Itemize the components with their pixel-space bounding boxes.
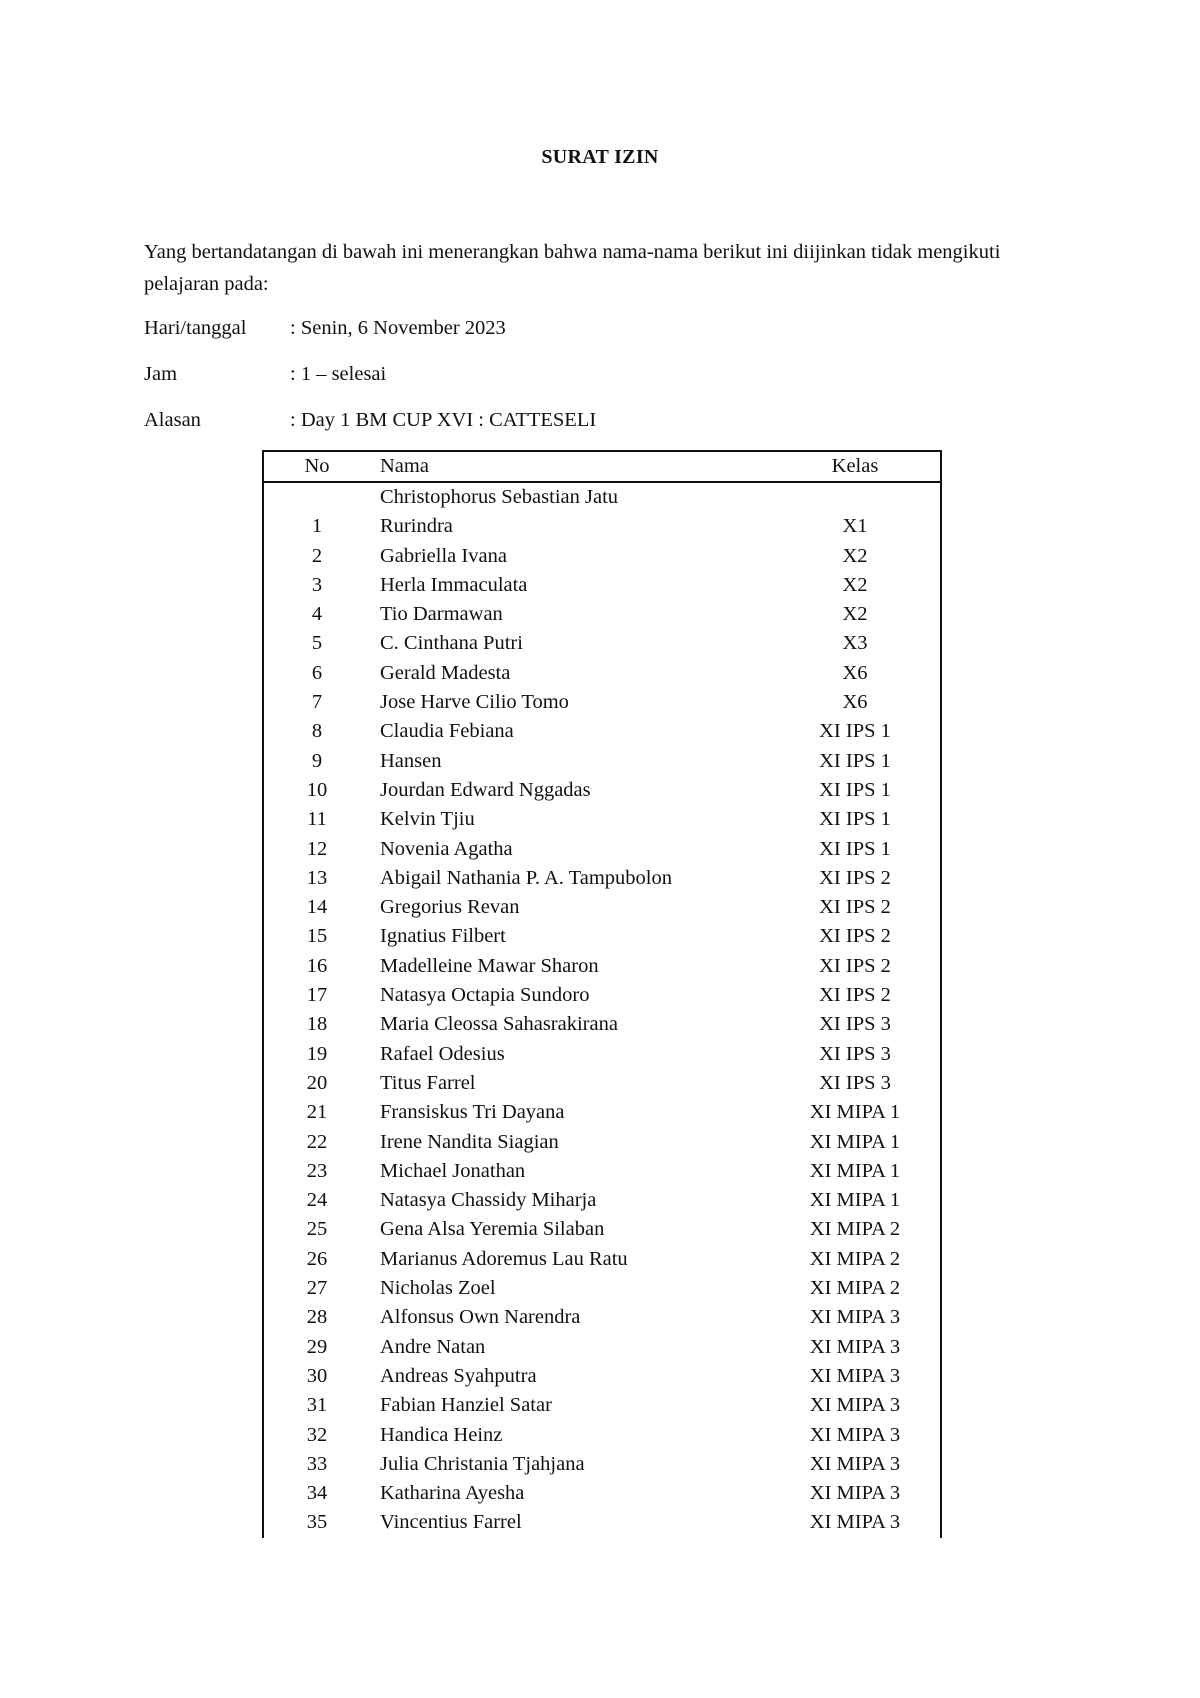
row-kelas: XI MIPA 1 <box>809 1189 901 1212</box>
table-row <box>263 747 941 776</box>
row-nama <box>370 1010 770 1039</box>
row-number: 21 <box>306 1101 328 1124</box>
nama-line: Abigail Nathania P. A. Tampubolon <box>380 866 672 889</box>
row-nama <box>370 864 770 893</box>
row-kelas: XI IPS 1 <box>819 749 891 772</box>
nama-line: Michael Jonathan <box>380 1159 526 1182</box>
row-nama <box>370 1186 770 1215</box>
nama-line: Hansen <box>380 749 442 772</box>
row-kelas: XI MIPA 3 <box>809 1306 901 1329</box>
nama-line: Gabriella Ivana <box>380 544 507 567</box>
row-number: 27 <box>306 1277 328 1300</box>
row-kelas: XI IPS 3 <box>819 1013 891 1036</box>
row-number: 22 <box>306 1130 328 1153</box>
nama-line: Christophorus Sebastian Jatu <box>380 486 619 508</box>
row-kelas: X6 <box>842 691 868 714</box>
nama-line: Natasya Chassidy Miharja <box>380 1189 597 1212</box>
row-kelas: XI MIPA 3 <box>809 1335 901 1358</box>
row-kelas: X3 <box>842 632 868 655</box>
nama-line: Rafael Odesius <box>380 1042 505 1065</box>
row-number: 5 <box>311 632 323 655</box>
nama-line: Gena Alsa Yeremia Silaban <box>380 1218 605 1241</box>
table-row <box>263 1215 941 1244</box>
row-number: 33 <box>306 1452 328 1475</box>
hari-tanggal-value: : Senin, 6 November 2023 <box>290 317 506 339</box>
row-nama <box>370 571 770 600</box>
table-row <box>263 1303 941 1332</box>
nama-line: Vincentius Farrel <box>380 1511 522 1534</box>
row-nama <box>370 1069 770 1098</box>
row-nama <box>370 1391 770 1420</box>
row-nama <box>370 688 770 717</box>
row-nama <box>370 482 770 542</box>
nama-line: Natasya Octapia Sundoro <box>380 984 590 1007</box>
header-kelas: Kelas <box>770 451 941 482</box>
student-table <box>262 450 942 1538</box>
nama-line: Gregorius Revan <box>380 896 520 919</box>
row-number: 18 <box>306 1013 328 1036</box>
row-nama <box>370 952 770 981</box>
row-nama <box>370 1128 770 1157</box>
student-table-body <box>263 482 941 1538</box>
row-nama <box>370 1450 770 1479</box>
row-nama <box>370 542 770 571</box>
table-row <box>263 571 941 600</box>
table-row <box>263 1040 941 1069</box>
row-number: 23 <box>306 1159 328 1182</box>
row-kelas: XI MIPA 1 <box>809 1101 901 1124</box>
nama-line: Novenia Agatha <box>380 837 513 860</box>
table-row <box>263 1421 941 1450</box>
row-nama <box>370 981 770 1010</box>
nama-line: Rurindra <box>380 515 453 538</box>
row-nama <box>370 717 770 746</box>
row-number: 31 <box>306 1394 328 1417</box>
table-row <box>263 1333 941 1362</box>
table-row <box>263 1186 941 1215</box>
nama-line: Nicholas Zoel <box>380 1277 496 1300</box>
row-kelas: X6 <box>842 661 868 684</box>
row-number: 1 <box>311 515 323 538</box>
row-kelas: XI MIPA 2 <box>809 1247 901 1270</box>
table-row <box>263 1098 941 1127</box>
row-number: 8 <box>311 720 323 743</box>
row-kelas: XI IPS 3 <box>819 1071 891 1094</box>
nama-line: Andreas Syahputra <box>380 1364 537 1387</box>
row-nama <box>370 1303 770 1332</box>
table-row <box>263 629 941 658</box>
row-kelas: XI MIPA 1 <box>809 1130 901 1153</box>
header-no: No <box>263 451 370 482</box>
table-row <box>263 981 941 1010</box>
row-number: 7 <box>311 691 323 714</box>
row-nama <box>370 1479 770 1508</box>
hari-tanggal-label: Hari/tanggal <box>144 317 247 339</box>
row-number: 6 <box>311 661 323 684</box>
row-number: 26 <box>306 1247 328 1270</box>
table-row <box>263 482 941 542</box>
table-row <box>263 1450 941 1479</box>
table-row <box>263 1069 941 1098</box>
table-row <box>263 600 941 629</box>
table-header-row <box>263 451 941 482</box>
row-kelas: XI IPS 2 <box>819 866 891 889</box>
row-number: 20 <box>306 1071 328 1094</box>
nama-line: Alfonsus Own Narendra <box>380 1306 581 1329</box>
row-kelas: XI MIPA 3 <box>809 1423 901 1446</box>
header-nama: Nama <box>370 451 770 482</box>
table-row <box>263 1274 941 1303</box>
jam-label: Jam <box>144 363 178 385</box>
row-number: 24 <box>306 1189 328 1212</box>
row-kelas: XI MIPA 3 <box>809 1482 901 1505</box>
row-nama <box>370 1157 770 1186</box>
nama-line: Ignatius Filbert <box>380 925 506 948</box>
nama-line: Katharina Ayesha <box>380 1482 525 1505</box>
row-kelas: XI MIPA 2 <box>809 1218 901 1241</box>
row-number: 28 <box>306 1306 328 1329</box>
row-number: 10 <box>306 778 328 801</box>
row-kelas: XI MIPA 3 <box>809 1511 901 1534</box>
table-row <box>263 1157 941 1186</box>
row-number: 4 <box>311 603 323 626</box>
row-nama <box>370 1215 770 1244</box>
row-number: 17 <box>306 984 328 1007</box>
row-kelas: XI MIPA 3 <box>809 1364 901 1387</box>
row-kelas: XI IPS 2 <box>819 954 891 977</box>
row-kelas: XI MIPA 2 <box>809 1277 901 1300</box>
detail-alasan <box>144 407 596 433</box>
row-number: 34 <box>306 1482 328 1505</box>
row-kelas: X2 <box>842 603 868 626</box>
row-nama <box>370 600 770 629</box>
nama-line: Andre Natan <box>380 1335 486 1358</box>
nama-line: Titus Farrel <box>380 1071 476 1094</box>
row-nama <box>370 1040 770 1069</box>
jam-value: : 1 – selesai <box>290 363 387 385</box>
table-row <box>263 1391 941 1420</box>
nama-line: Tio Darmawan <box>380 603 503 626</box>
row-kelas: X1 <box>842 515 868 538</box>
row-nama <box>370 659 770 688</box>
nama-line: Handica Heinz <box>380 1423 503 1446</box>
nama-line: Claudia Febiana <box>380 720 514 743</box>
row-number: 15 <box>306 925 328 948</box>
row-nama <box>370 1245 770 1274</box>
row-kelas: XI IPS 1 <box>819 778 891 801</box>
table-row <box>263 864 941 893</box>
nama-line: Madelleine Mawar Sharon <box>380 954 599 977</box>
table-row <box>263 893 941 922</box>
nama-line: Herla Immaculata <box>380 573 528 596</box>
row-kelas: XI IPS 2 <box>819 984 891 1007</box>
row-number: 16 <box>306 954 328 977</box>
row-kelas: XI MIPA 3 <box>809 1394 901 1417</box>
detail-hari-tanggal <box>144 315 506 341</box>
row-number: 19 <box>306 1042 328 1065</box>
nama-line: Fabian Hanziel Satar <box>380 1394 552 1417</box>
row-number: 35 <box>306 1511 328 1534</box>
row-nama <box>370 1508 770 1537</box>
row-nama <box>370 893 770 922</box>
row-number: 2 <box>311 544 323 567</box>
row-number: 32 <box>306 1423 328 1446</box>
nama-line: Maria Cleossa Sahasrakirana <box>380 1013 618 1036</box>
row-number: 14 <box>306 896 328 919</box>
row-nama <box>370 629 770 658</box>
row-kelas: X2 <box>842 544 868 567</box>
table-row <box>263 835 941 864</box>
row-kelas: XI IPS 2 <box>819 925 891 948</box>
row-kelas: XI MIPA 1 <box>809 1159 901 1182</box>
table-row <box>263 1508 941 1537</box>
table-row <box>263 688 941 717</box>
nama-line: Marianus Adoremus Lau Ratu <box>380 1247 628 1270</box>
row-nama <box>370 922 770 951</box>
table-row <box>263 717 941 746</box>
intro-paragraph: Yang bertandatangan di bawah ini menerangkan bahwa nama-nama berikut ini diijinkan tidak mengikuti pelajaran pada: <box>144 241 1001 295</box>
alasan-label: Alasan <box>144 409 201 431</box>
row-number: 3 <box>311 573 323 596</box>
row-kelas: XI IPS 1 <box>819 837 891 860</box>
table-row <box>263 922 941 951</box>
table-row <box>263 1245 941 1274</box>
row-number: 9 <box>311 749 323 772</box>
row-kelas: XI IPS 3 <box>819 1042 891 1065</box>
table-row <box>263 1479 941 1508</box>
table-row <box>263 1128 941 1157</box>
row-number: 30 <box>306 1364 328 1387</box>
row-number: 25 <box>306 1218 328 1241</box>
row-nama <box>370 1333 770 1362</box>
table-row <box>263 776 941 805</box>
row-kelas: X2 <box>842 573 868 596</box>
row-nama <box>370 1098 770 1127</box>
row-nama <box>370 1421 770 1450</box>
nama-line: Gerald Madesta <box>380 661 511 684</box>
row-kelas: XI IPS 1 <box>819 808 891 831</box>
alasan-value: : Day 1 BM CUP XVI : CATTESELI <box>290 409 597 431</box>
table-row <box>263 659 941 688</box>
row-kelas: XI IPS 2 <box>819 896 891 919</box>
row-nama <box>370 1362 770 1391</box>
row-number: 29 <box>306 1335 328 1358</box>
nama-line: Jose Harve Cilio Tomo <box>380 691 569 714</box>
nama-line: Jourdan Edward Nggadas <box>380 778 591 801</box>
row-nama <box>370 835 770 864</box>
table-row <box>263 1362 941 1391</box>
table-row <box>263 1010 941 1039</box>
nama-line: Julia Christania Tjahjana <box>380 1452 585 1475</box>
row-kelas: XI MIPA 3 <box>809 1452 901 1475</box>
nama-line: Kelvin Tjiu <box>380 808 475 831</box>
nama-line: C. Cinthana Putri <box>380 632 523 655</box>
row-nama <box>370 747 770 776</box>
row-number: 12 <box>306 837 328 860</box>
row-nama <box>370 776 770 805</box>
nama-line: Fransiskus Tri Dayana <box>380 1101 565 1124</box>
table-row <box>263 952 941 981</box>
row-nama <box>370 1274 770 1303</box>
row-kelas: XI IPS 1 <box>819 720 891 743</box>
table-row <box>263 542 941 571</box>
table-row <box>263 805 941 834</box>
row-number: 13 <box>306 866 328 889</box>
nama-line: Irene Nandita Siagian <box>380 1130 559 1153</box>
letter-title: SURAT IZIN <box>541 146 659 168</box>
row-nama <box>370 805 770 834</box>
row-number: 11 <box>307 808 327 831</box>
detail-jam <box>144 361 386 387</box>
